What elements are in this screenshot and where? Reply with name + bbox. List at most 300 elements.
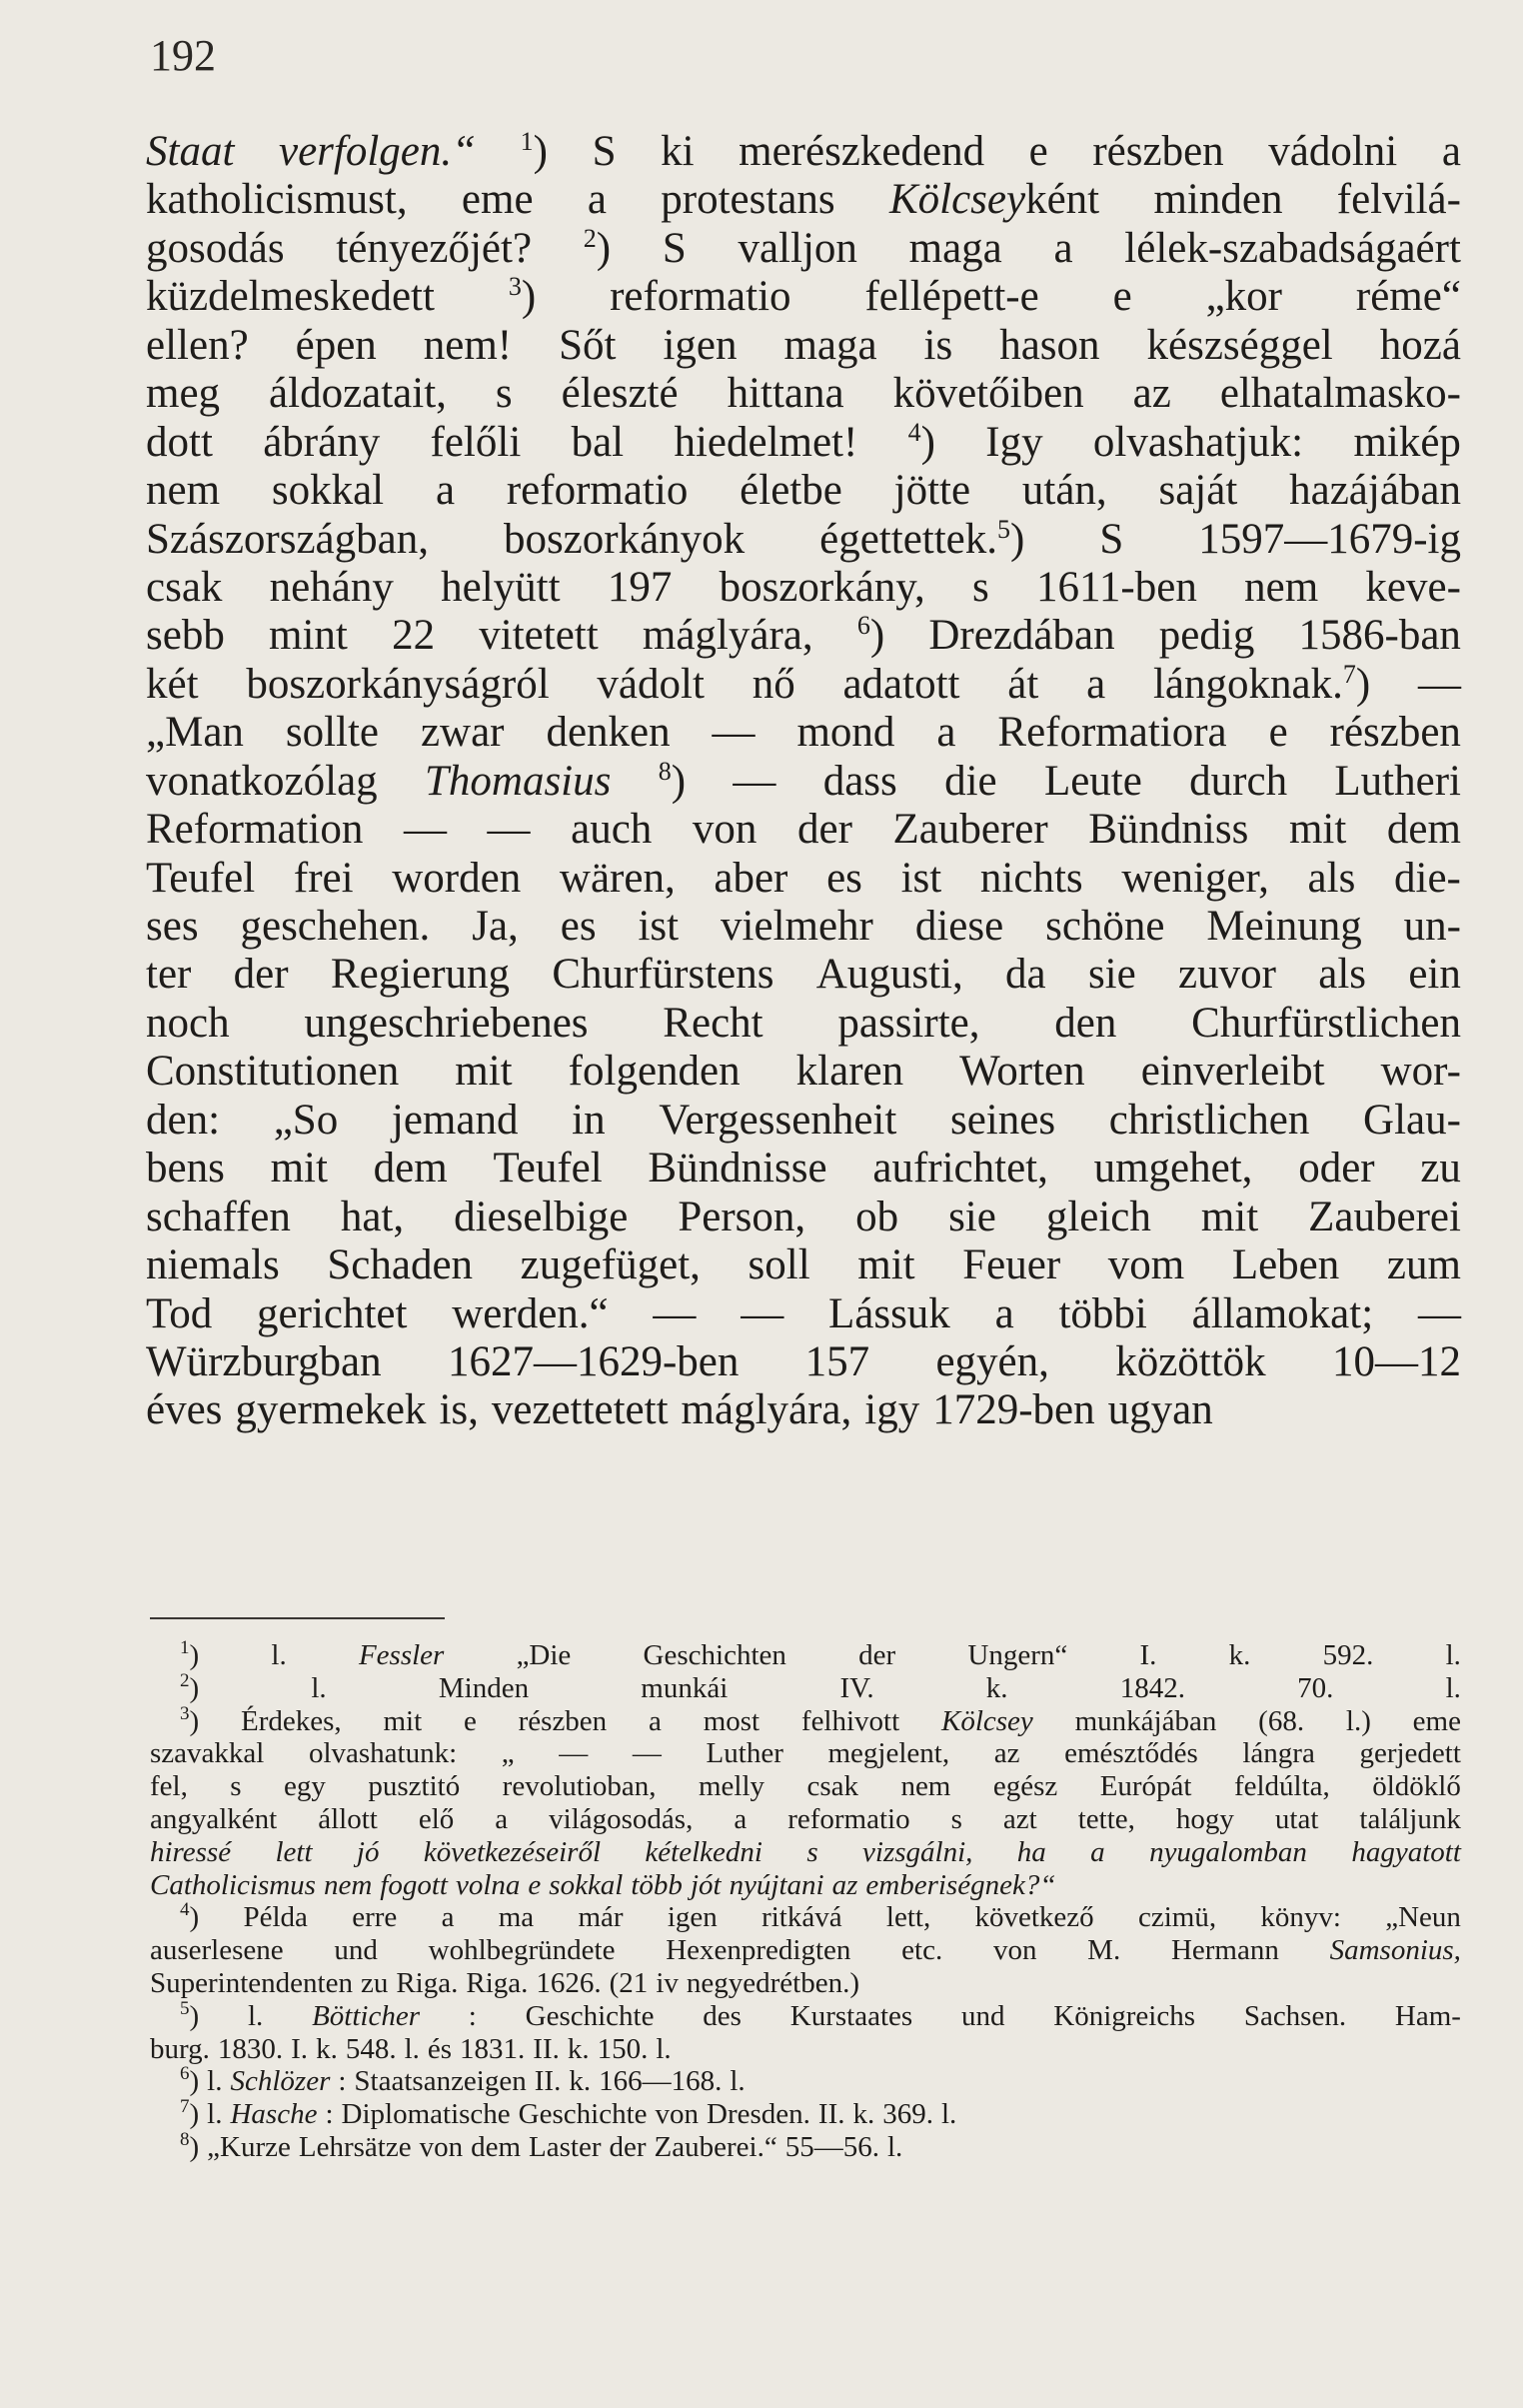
word — [932, 1386, 1094, 1434]
text-run: von — [692, 806, 758, 854]
word — [1359, 1737, 1460, 1770]
text-run: lángra — [1242, 1737, 1315, 1770]
word — [936, 709, 955, 757]
word — [441, 564, 560, 612]
text-run: a — [1086, 660, 1106, 708]
text-run: etc. — [901, 1934, 943, 1967]
text-run: reformatio — [610, 273, 791, 321]
text-run: munkájában — [1074, 1704, 1217, 1737]
text-run: ritkává — [762, 1901, 842, 1934]
text-run: lett, — [885, 1901, 931, 1934]
word — [272, 467, 384, 515]
word — [207, 2065, 222, 2098]
word — [1005, 951, 1046, 999]
word — [146, 903, 199, 951]
word — [730, 2065, 745, 2098]
footnote-ref: 4 — [907, 417, 921, 447]
text-run: 1586-ban — [1298, 612, 1461, 660]
word — [707, 2098, 810, 2131]
word — [146, 322, 249, 370]
word — [1394, 855, 1461, 903]
word — [536, 1967, 601, 2000]
text-run: II. — [533, 2032, 560, 2065]
word — [599, 2065, 722, 2098]
word — [1007, 661, 1038, 709]
text-run: maga — [783, 321, 877, 369]
word — [218, 2033, 283, 2066]
word — [146, 855, 255, 903]
text-run: boszorkányságról — [246, 660, 550, 708]
text-run: után, — [1021, 467, 1107, 515]
italic-text: volna — [455, 1868, 521, 1901]
word — [234, 951, 289, 999]
word — [655, 2131, 777, 2164]
text-run: — — [712, 709, 756, 757]
italic-text: Bötticher — [312, 1999, 420, 2032]
text-run: Reformatiora — [997, 709, 1227, 757]
text-run: protestans — [661, 176, 835, 224]
word — [1133, 370, 1171, 418]
text-run: den — [1054, 999, 1117, 1047]
text-run: vitetett — [479, 612, 599, 660]
word — [961, 2000, 1005, 2033]
word — [1385, 1901, 1461, 1934]
text-run: l. — [886, 2130, 903, 2163]
word — [1289, 467, 1461, 515]
word — [1387, 1241, 1461, 1289]
text-line — [146, 1290, 1461, 1338]
text-run: helyütt — [441, 563, 561, 611]
word — [1178, 951, 1276, 999]
word — [1093, 419, 1303, 467]
text-run: nem — [1244, 563, 1319, 611]
word — [610, 273, 790, 321]
word — [324, 1869, 372, 1902]
word — [1139, 1639, 1156, 1672]
text-run: Zauberei — [1308, 1193, 1461, 1240]
word — [644, 1639, 786, 1672]
word — [985, 419, 1042, 467]
footnote-ref: 1 — [520, 127, 534, 156]
word — [150, 1803, 277, 1836]
word — [180, 2065, 199, 2098]
word — [1232, 1241, 1339, 1289]
word — [311, 1672, 326, 1705]
word — [827, 1737, 949, 1770]
word — [909, 225, 1002, 273]
text-run: pusztitó — [368, 1770, 461, 1803]
text-run: részben — [1329, 709, 1461, 757]
word — [1108, 1241, 1184, 1289]
footnote-line — [150, 1737, 1461, 1770]
text-run: als — [1318, 951, 1367, 999]
word — [207, 2131, 291, 2164]
word — [146, 1194, 291, 1241]
text-run: a — [649, 1704, 662, 1737]
word — [425, 758, 611, 806]
text-run: l. — [1445, 1639, 1461, 1671]
text-run: mit — [1200, 1193, 1259, 1240]
text-run: életbe — [740, 467, 842, 515]
word — [1191, 1000, 1461, 1048]
text-run: schöne — [1045, 903, 1165, 950]
word — [207, 2098, 222, 2131]
word — [405, 2033, 420, 2066]
text-run: werden.“ — [452, 1289, 609, 1337]
text-run: vádolni — [1268, 128, 1398, 175]
text-run: frei — [293, 854, 354, 902]
text-run: e — [1028, 128, 1048, 175]
word — [648, 1145, 826, 1193]
text-run: mond — [796, 709, 895, 757]
word — [1363, 1097, 1461, 1145]
text-run: a — [441, 1901, 455, 1934]
word — [1064, 1737, 1198, 1770]
text-run: a — [1441, 128, 1461, 175]
word — [900, 1770, 950, 1803]
word — [687, 1967, 859, 2000]
italic-text: jót — [690, 1868, 722, 1901]
word — [1092, 128, 1223, 176]
word — [1078, 1803, 1135, 1836]
text-run: von — [419, 2130, 464, 2163]
text-run: Érdekes, — [240, 1704, 342, 1737]
text-run: II. — [817, 2098, 845, 2131]
footnote-ref: 8 — [658, 756, 672, 786]
word — [455, 1048, 512, 1096]
word — [826, 855, 862, 903]
word — [439, 1386, 478, 1434]
word — [1418, 1290, 1461, 1338]
text-run: 1627—1629-ben — [447, 1337, 740, 1385]
text-run: zu — [1420, 1145, 1461, 1193]
text-run: többi — [1058, 1289, 1147, 1337]
text-run: l. — [730, 2065, 746, 2098]
text-run: sebb — [146, 612, 225, 660]
word — [653, 1290, 696, 1338]
text-line — [146, 322, 1461, 370]
text-run: két — [146, 660, 199, 708]
word — [1242, 1737, 1314, 1770]
text-run: soll — [748, 1241, 810, 1289]
word — [286, 709, 379, 757]
word — [150, 1967, 353, 2000]
footnote-line — [150, 1639, 1461, 1672]
text-run: vielmehr — [721, 903, 873, 950]
text-run: hason — [999, 321, 1100, 369]
word — [146, 1338, 382, 1386]
word — [240, 903, 430, 951]
text-run: schaffen — [146, 1193, 291, 1240]
text-run: Worten — [959, 1048, 1085, 1096]
word — [270, 564, 394, 612]
text-run: ) — [533, 128, 548, 175]
word — [1189, 758, 1287, 806]
word — [354, 2065, 526, 2098]
text-run: denken — [546, 709, 671, 757]
text-run: : — [468, 1999, 477, 2032]
italic-text: verfolgen.“ — [279, 128, 477, 175]
text-run: öldöklő — [1372, 1770, 1461, 1803]
word — [858, 1639, 895, 1672]
text-run: Sachsen. — [1243, 1999, 1347, 2032]
word — [1446, 1672, 1461, 1705]
word — [720, 564, 925, 612]
italic-text: hiressé — [150, 1835, 232, 1868]
text-run: wohlbegründete — [428, 1934, 616, 1967]
text-run: egyén, — [935, 1337, 1049, 1385]
word — [331, 951, 510, 999]
text-run: der — [796, 806, 852, 854]
text-run: Churfürstlichen — [1191, 999, 1461, 1047]
text-run: revolutioban, — [502, 1770, 657, 1803]
word — [421, 709, 505, 757]
word — [146, 467, 220, 515]
word — [1275, 1803, 1319, 1836]
word — [661, 128, 694, 176]
text-run: Meinung — [1206, 903, 1362, 950]
word — [1308, 855, 1356, 903]
word — [941, 2098, 956, 2131]
text-line — [146, 806, 1461, 854]
word — [693, 806, 758, 854]
text-run: zwar — [420, 709, 505, 757]
footnote-line — [150, 1967, 1461, 2000]
word — [1330, 709, 1461, 757]
text-run: mit — [383, 1704, 423, 1737]
word — [448, 1338, 739, 1386]
text-run: zum — [1386, 1241, 1461, 1289]
word — [704, 1705, 760, 1738]
word — [749, 1241, 810, 1289]
text-run: — — [487, 806, 531, 854]
text-run: is — [923, 321, 953, 369]
text-run: megjelent, — [827, 1737, 950, 1770]
text-run: ma — [498, 1901, 535, 1934]
word — [816, 951, 963, 999]
footnote-separator — [150, 1617, 445, 1619]
text-run: könyv: — [1260, 1901, 1341, 1934]
text-run: „Neun — [1385, 1901, 1461, 1934]
italic-text: kételkedni — [645, 1835, 762, 1868]
text-run: a — [435, 467, 456, 515]
word — [230, 2098, 317, 2131]
word — [269, 370, 447, 418]
text-run: l. — [656, 2032, 672, 2065]
footnote-marker: 8 — [180, 2128, 190, 2150]
word — [146, 1290, 212, 1338]
text-run: umgehet, — [1093, 1145, 1253, 1193]
word — [146, 1145, 225, 1193]
text-run: a — [994, 1289, 1014, 1337]
footnote-marker: 5 — [180, 1997, 190, 2019]
text-run: s — [972, 563, 989, 611]
text-run: nehány — [269, 563, 394, 611]
text-run: II. — [534, 2065, 562, 2098]
text-run: Minden — [438, 1671, 530, 1704]
word — [230, 2065, 330, 2098]
word — [806, 1836, 817, 1869]
word — [146, 225, 285, 273]
text-run: Glau- — [1363, 1096, 1461, 1144]
text-run: mit — [857, 1241, 915, 1289]
text-run: ) — [1355, 660, 1371, 708]
text-run: : — [325, 2098, 334, 2131]
italic-text: a — [1090, 1835, 1105, 1868]
text-run: und — [334, 1934, 378, 1967]
text-run: hazájában — [1289, 467, 1461, 515]
word — [284, 1770, 326, 1803]
text-run: olvashatunk: — [308, 1737, 458, 1770]
word — [150, 1836, 231, 1869]
word — [801, 1705, 899, 1738]
footnote-line — [150, 2128, 1461, 2164]
word — [1108, 1386, 1213, 1434]
text-run: ábrány — [263, 418, 381, 466]
word — [872, 1145, 1048, 1193]
word — [146, 273, 435, 321]
text-run: fellépett-e — [864, 273, 1039, 321]
text-run: l. — [207, 2098, 223, 2131]
text-run: Luther — [706, 1737, 783, 1770]
text-run: elhatalmasko- — [1219, 370, 1461, 418]
word — [1206, 903, 1361, 951]
word — [346, 2033, 397, 2066]
text-line — [146, 903, 1461, 951]
text-run: Kurstaates — [789, 1999, 913, 2032]
text-run: katholicismust, — [146, 176, 408, 224]
text-run: ein — [1408, 951, 1461, 999]
text-line — [146, 855, 1461, 903]
text-run: olvashatjuk: — [1092, 418, 1304, 466]
word — [243, 1901, 307, 1934]
text-run: saját — [1158, 467, 1238, 515]
text-run: niemals — [146, 1241, 280, 1289]
word — [656, 1967, 679, 2000]
text-line — [146, 661, 1461, 709]
word — [753, 661, 795, 709]
word — [517, 1639, 572, 1672]
text-run: keve- — [1365, 563, 1461, 611]
footnote-line — [150, 1702, 1461, 1738]
word — [823, 758, 897, 806]
text-line — [146, 758, 1461, 806]
text-run: merészkedend — [739, 128, 985, 175]
text-run: e — [1112, 273, 1132, 321]
text-line — [146, 1048, 1461, 1096]
word — [1442, 128, 1461, 176]
text-run: des — [703, 1999, 742, 2032]
word — [908, 419, 935, 467]
footnotes — [150, 1639, 1461, 2164]
word — [721, 903, 873, 951]
text-run: ter — [146, 951, 192, 999]
word — [951, 1803, 962, 1836]
text-run: ) — [189, 1671, 200, 1704]
text-run: 1842. — [1119, 1671, 1185, 1704]
text-run: gosodás — [146, 224, 285, 272]
text-run: küzdelmeskedett — [146, 273, 435, 321]
text-run: Sőt — [559, 321, 617, 369]
word — [901, 1934, 942, 1967]
word — [674, 419, 857, 467]
text-run: dem — [471, 2130, 522, 2163]
word — [691, 1869, 722, 1902]
word — [368, 1770, 460, 1803]
word — [471, 2131, 521, 2164]
text-run: l. — [311, 1671, 327, 1704]
word — [707, 1737, 783, 1770]
word — [572, 419, 625, 467]
text-run: hat, — [340, 1193, 405, 1240]
text-run: aufrichtet, — [872, 1145, 1048, 1193]
word — [146, 709, 244, 757]
word — [299, 2131, 412, 2164]
text-run: Laster — [529, 2130, 602, 2163]
word — [521, 128, 548, 176]
footnote-marker: 7 — [180, 2096, 190, 2118]
text-run: ki — [661, 128, 695, 175]
word — [1244, 564, 1318, 612]
text-run: weniger, — [1121, 854, 1269, 902]
text-run: felvilá- — [1336, 176, 1461, 224]
word — [1206, 273, 1282, 321]
word — [852, 2098, 874, 2131]
word — [568, 2033, 590, 2066]
text-run: nichts — [979, 854, 1083, 902]
text-run: wor- — [1380, 1048, 1461, 1096]
word — [519, 2098, 648, 2131]
word — [275, 1836, 312, 1869]
text-run: S — [1099, 515, 1124, 563]
text-run: ) — [189, 1639, 200, 1671]
word — [1244, 2000, 1346, 2033]
footnote-marker: 2 — [180, 1669, 190, 1691]
word — [1353, 419, 1460, 467]
text-run: k. — [316, 2032, 338, 2065]
word — [1171, 1934, 1279, 1967]
word — [561, 903, 597, 951]
text-run: Lehrsätze — [298, 2130, 412, 2163]
footnote-ref: 5 — [997, 514, 1011, 544]
text-run: erre — [352, 1901, 398, 1934]
text-run: Zauberei.“ — [654, 2130, 777, 2163]
italic-text: az — [831, 1868, 858, 1901]
word — [1158, 467, 1237, 515]
word — [734, 1803, 747, 1836]
text-run: I. — [1139, 1639, 1157, 1671]
word — [610, 2131, 647, 2164]
word — [656, 2098, 700, 2131]
text-run: da — [1005, 951, 1046, 999]
word — [857, 1241, 914, 1289]
word — [597, 661, 704, 709]
word — [271, 1145, 328, 1193]
text-run: adatott — [842, 660, 960, 708]
word — [296, 322, 377, 370]
word — [730, 1869, 824, 1902]
text-run: nem — [900, 1770, 951, 1803]
italic-text: emberiségnek?“ — [865, 1868, 1056, 1901]
italic-text: ha — [1016, 1835, 1046, 1868]
word — [892, 806, 1047, 854]
word — [865, 1869, 1055, 1902]
word — [1058, 1290, 1146, 1338]
word — [1029, 128, 1048, 176]
word — [150, 1770, 188, 1803]
italic-text: lett — [275, 1835, 313, 1868]
word — [1395, 2000, 1461, 2033]
